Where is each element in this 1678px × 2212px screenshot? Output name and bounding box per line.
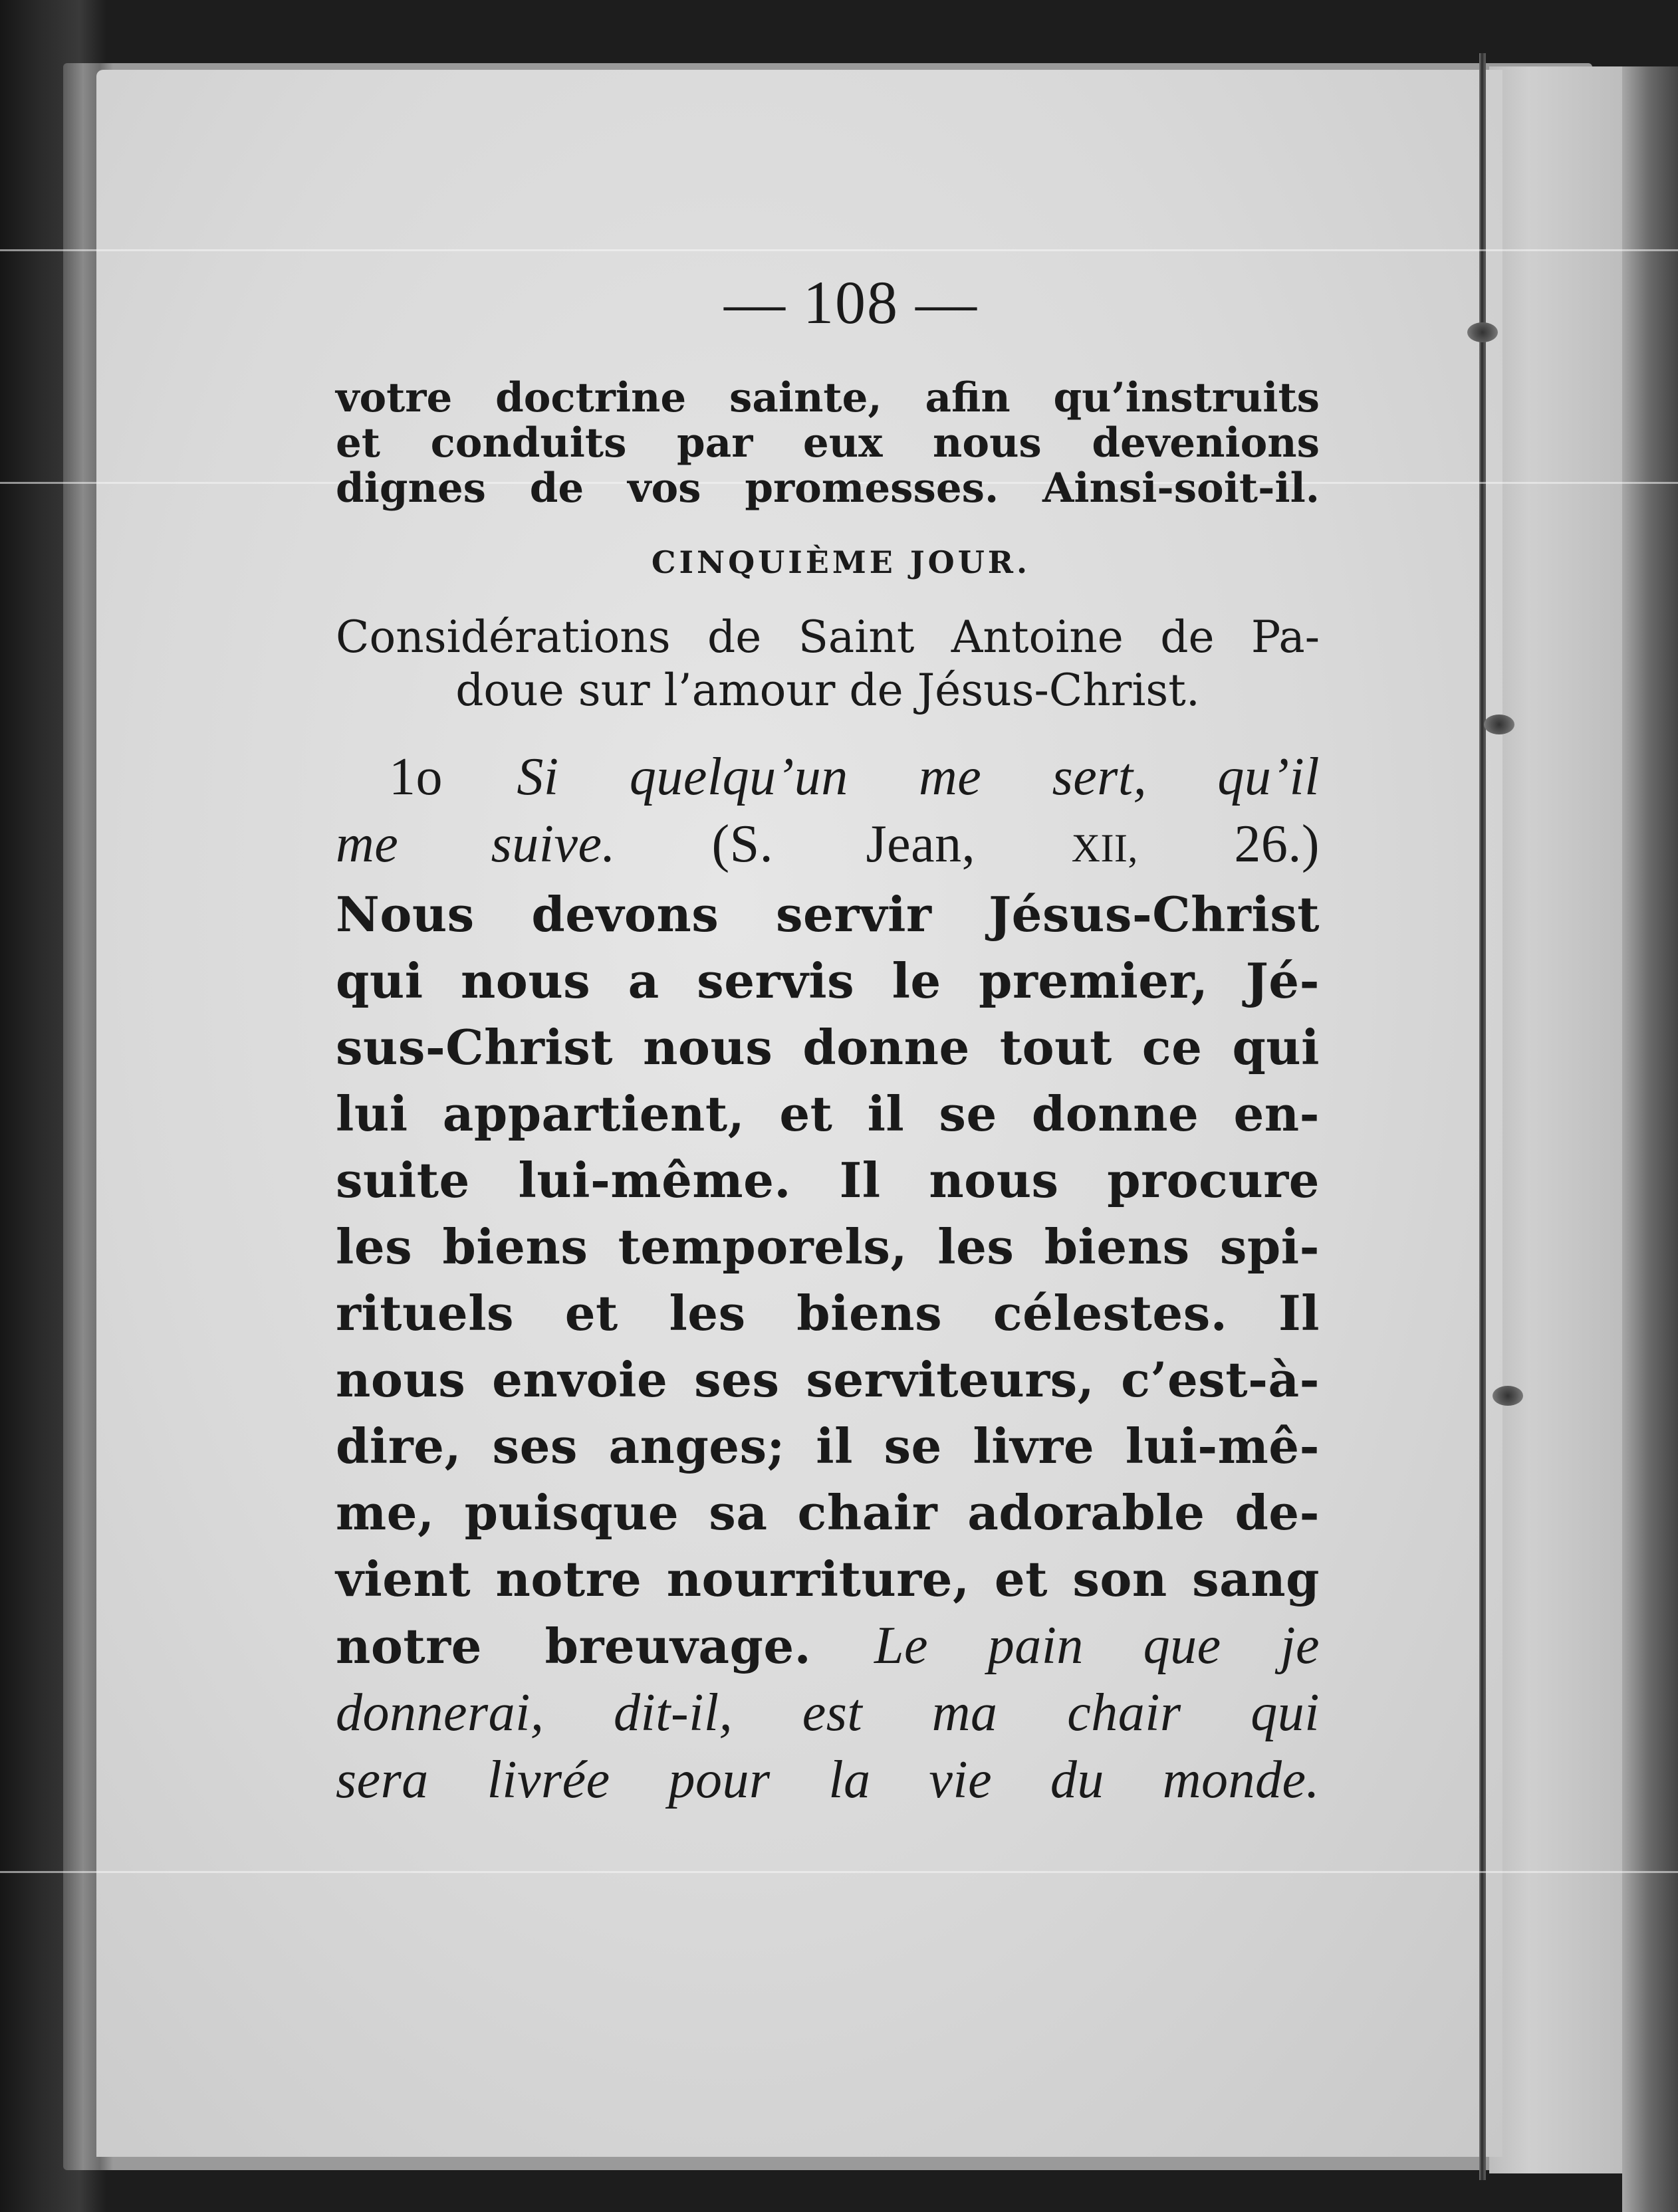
scan-artifact-line	[0, 249, 1678, 251]
scan-artifact-line	[0, 1871, 1678, 1873]
binding-stitch	[1467, 322, 1498, 342]
page-content	[336, 269, 1320, 1814]
text-line: vient notre nourriture, et son sang	[336, 1551, 1320, 1607]
scripture-quote: me suive.	[336, 815, 616, 873]
book-gutter	[1479, 53, 1486, 2180]
scripture-quote: sera livrée pour la vie du monde.	[336, 1751, 1320, 1809]
scripture-reference: (S. Jean,	[711, 815, 976, 873]
text-line	[336, 1612, 1320, 1680]
text-line: votre doctrine sainte, afin qu’instruits	[336, 374, 1320, 421]
scripture-reference-chapter: XII,	[1071, 826, 1138, 870]
scripture-quote: Le pain que je	[874, 1616, 1320, 1675]
text-line: dire, ses anges; il se livre lui-mê-	[336, 1418, 1320, 1474]
text-line: nous envoie ses serviteurs, c’est-à-	[336, 1351, 1320, 1408]
body-paragraph	[336, 744, 1320, 1814]
page-number: — 108 —	[724, 269, 978, 336]
text-line	[336, 1747, 1320, 1814]
scripture-quote: donnerai, dit-il, est ma chair qui	[336, 1684, 1320, 1742]
binding-stitch	[1493, 1386, 1523, 1406]
text-line	[336, 811, 1320, 881]
section-heading: CINQUIÈME JOUR.	[651, 544, 1031, 580]
text-line: Nous devons servir Jésus-Christ	[336, 886, 1320, 942]
text-fragment: notre breuvage.	[336, 1618, 812, 1674]
continuation-paragraph	[336, 376, 1320, 511]
facing-page-edge	[1622, 66, 1678, 2212]
text-line: et conduits par eux nous devenions	[336, 419, 1320, 467]
text-line: sus-Christ nous donne tout ce qui	[336, 1019, 1320, 1075]
text-line: suite lui-même. Il nous procure	[336, 1152, 1320, 1208]
text-line	[336, 744, 1320, 811]
subheading-line: doue sur l’amour de Jésus-Christ.	[455, 665, 1200, 716]
text-line: lui appartient, et il se donne en-	[336, 1085, 1320, 1142]
text-line	[336, 1680, 1320, 1747]
text-line: les biens temporels, les biens spi-	[336, 1218, 1320, 1275]
text-line: rituels et les biens célestes. Il	[336, 1285, 1320, 1341]
subheading	[336, 611, 1320, 717]
subheading-line: Considérations de Saint Antoine de Pa-	[336, 611, 1320, 663]
binding-stitch	[1484, 715, 1514, 734]
text-line: dignes de vos promesses. Ainsi-soit-il.	[336, 465, 1320, 512]
scripture-quote: Si quelqu’un me sert, qu’il	[517, 748, 1320, 806]
scripture-reference-verse: 26.)	[1234, 815, 1320, 873]
text-line: qui nous a servis le premier, Jé-	[336, 952, 1320, 1009]
item-number: 1o	[389, 748, 443, 806]
text-line: me, puisque sa chair adorable de-	[336, 1484, 1320, 1541]
